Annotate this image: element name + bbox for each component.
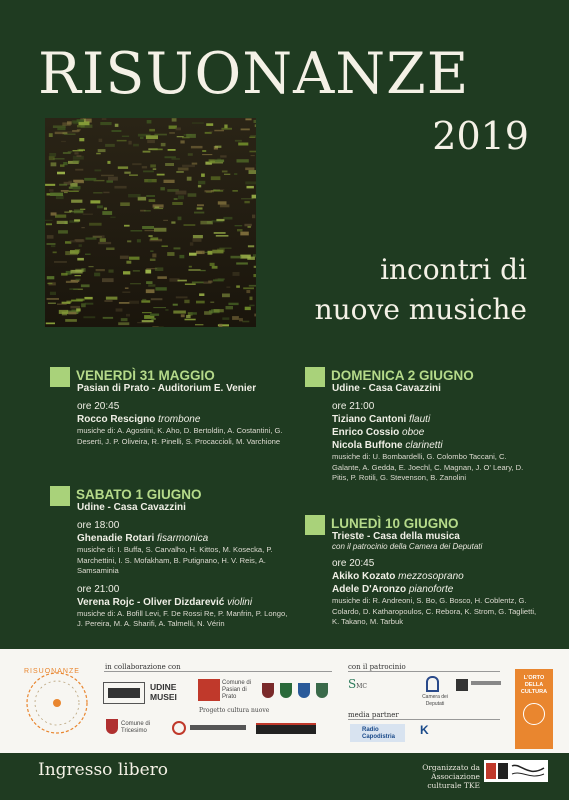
poster-title: RISUONANZE [38, 41, 470, 107]
event-day: LUNEDÌ 10 GIUGNO [331, 516, 459, 531]
patronage-label: con il patrocinio [348, 663, 406, 671]
performer-name: Rocco Rescigno [77, 414, 156, 425]
cover-photo [45, 118, 256, 327]
event-performer [77, 533, 295, 544]
performer-instrument: clarinetti [405, 440, 443, 451]
performer-name: Ghenadie Rotari [77, 533, 155, 544]
event-music: musiche di: I. Buffa, S. Carvalho, H. Kittos, M. Kosecka, P. Marchettini, I. S. Mofakham, B. Putignano, H. V. Reis, A. Samsaminia [77, 545, 273, 575]
event-day: DOMENICA 2 GIUGNO [331, 368, 474, 383]
performer-instrument: flauti [409, 414, 431, 425]
green-square-marker [50, 367, 70, 387]
patronage-logo-1: SMC [348, 677, 367, 691]
event-time: ore 18:00 [77, 520, 120, 531]
tricesimo-logo-text: Comune di Tricesimo [121, 721, 151, 734]
udine-musei-logo: UDINE MUSEI [150, 682, 177, 702]
media-label: media partner [348, 711, 399, 719]
subtitle-line-2: nuove musiche [314, 293, 527, 326]
event-music: musiche di: R. Andreoni, S. Bo, G. Bosco, H. Coblentz, G. Colardo, D. Katharopoulos, C. Rebora, K. Strom, G. Taglietti, K. Takano, M. Tarbuk [332, 596, 537, 626]
performer-instrument: mezzosoprano [398, 571, 464, 582]
free-entry-label: Ingresso libero [38, 760, 168, 780]
event-venerdi [50, 367, 290, 447]
event-performer [332, 584, 537, 595]
divider [348, 719, 500, 720]
event-venue: Pasian di Prato - Auditorium E. Venier [77, 383, 257, 394]
performer-name: Verena Rojc - Oliver Dizdarević [77, 596, 225, 608]
progetto-logo-text: Progetto cultura nuove [199, 707, 270, 714]
event-performer [332, 414, 537, 425]
subtitle-line-1: incontri di [380, 253, 527, 286]
event-venue: Trieste - Casa della musica [332, 531, 460, 542]
divider [104, 671, 332, 672]
risuonanze-logo-text: RISUONANZE [24, 668, 80, 675]
performer-instrument: violini [227, 596, 253, 608]
event-performer [77, 414, 290, 425]
event-sabato [50, 486, 295, 630]
event-time: ore 21:00 [332, 401, 375, 412]
performer-name: Nicola Buffone [332, 440, 403, 451]
radio-logo-text: Radio Capodistria [362, 727, 396, 740]
sponsor-footer [0, 649, 569, 753]
poster-year: 2019 [432, 114, 529, 158]
performer-name: Akiko Kozato [332, 571, 396, 582]
event-venue: Udine - Casa Cavazzini [332, 383, 441, 394]
crest-icon [262, 683, 274, 698]
collaboration-label: in collaborazione con [105, 663, 181, 671]
organizer-label: Organizzato da Associazione culturale TKE [422, 763, 480, 790]
collaboration-logo-1 [103, 682, 145, 704]
green-square-marker [305, 515, 325, 535]
tke-logo [484, 760, 548, 782]
event-time: ore 21:00 [77, 583, 120, 595]
tricesimo-crest-icon [106, 719, 118, 734]
divider [348, 671, 500, 672]
event-performer [332, 427, 537, 438]
collaboration-logo-text-bar [190, 725, 246, 730]
orto-cultura-badge [515, 669, 553, 749]
crest-icon [298, 683, 310, 698]
event-music: musiche di: A. Bofill Levi, F. De Rossi Re, P. Manfrin, P. Longo, J. Pereira, M. A. Sharifi, A. Talmelli, N. Vérin [77, 608, 288, 628]
poster-subtitle [315, 250, 527, 330]
event-music: musiche di: U. Bombardelli, G. Colombo Taccani, C. Galante, A. Gedda, E. Joechl, C. Magnan, J. O' Leary, D. Pitis, P. Rotili, G. Stevenson, B. Zanolini [332, 452, 524, 482]
event-music: musiche di: A. Agostini, K. Aho, D. Bertoldin, A. Costantini, G. Deserti, J. P. Oliveira, R. Pinelli, S. Procaccioli, M. Varchione [77, 426, 283, 446]
event-time: ore 20:45 [332, 558, 375, 569]
event-time: ore 20:45 [77, 401, 120, 412]
event-note: con il patrocinio della Camera dei Deputati [332, 542, 483, 551]
performer-name: Tiziano Cantoni [332, 414, 407, 425]
performer-name: Enrico Cossio [332, 427, 400, 438]
pasian-crest-icon [198, 679, 220, 701]
unesco-text-bar [471, 681, 501, 685]
green-square-marker [50, 486, 70, 506]
crest-icon [280, 683, 292, 698]
performer-name: Adele D'Aronzo [332, 584, 407, 595]
event-performer [77, 597, 295, 608]
event-venue: Udine - Casa Cavazzini [77, 502, 186, 513]
pasian-logo-text: Comune di Pasian di Prato [222, 680, 252, 700]
sun-icon [523, 703, 545, 725]
radio-capodistria-logo [350, 724, 405, 742]
tv-logo-icon: K [420, 723, 429, 737]
circle-logo-icon [172, 721, 186, 735]
event-domenica [305, 367, 537, 484]
performer-instrument: trombone [158, 414, 201, 425]
collaboration-logo-bar [256, 723, 316, 734]
camera-logo-text: Camera dei Deputati [422, 694, 448, 707]
crest-icon [316, 683, 328, 698]
event-performer [332, 440, 537, 451]
event-lunedi [305, 515, 537, 628]
camera-deputati-icon [426, 676, 439, 692]
performer-instrument: fisarmonica [157, 533, 209, 544]
unesco-icon [456, 679, 468, 691]
risuonanze-logo [18, 664, 96, 742]
event-day: VENERDÌ 31 MAGGIO [76, 368, 215, 383]
performer-instrument: pianoforte [408, 584, 454, 595]
orto-badge-text: L'ORTO DELLA CULTURA [520, 675, 548, 695]
event-performer [332, 571, 537, 582]
green-square-marker [305, 367, 325, 387]
performer-instrument: oboe [402, 427, 425, 438]
event-day: SABATO 1 GIUGNO [76, 487, 202, 502]
